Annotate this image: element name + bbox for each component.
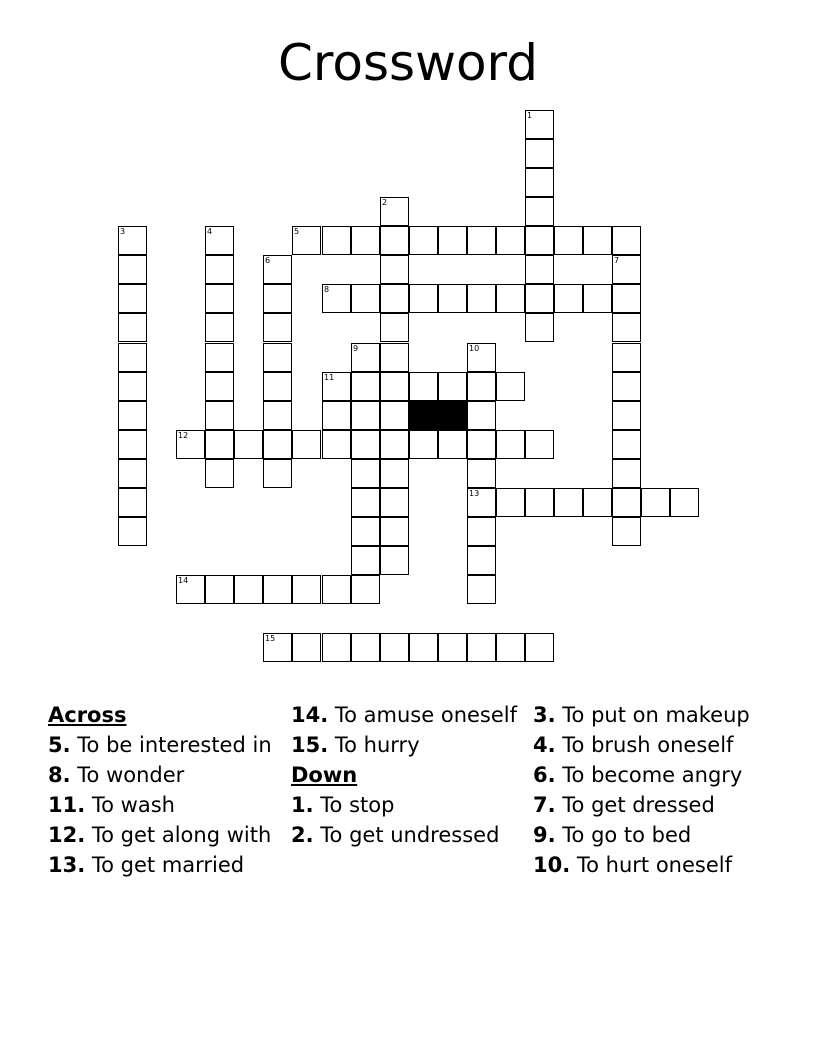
grid-cell[interactable]	[496, 488, 525, 517]
grid-cell[interactable]	[525, 226, 554, 255]
black-square	[409, 401, 438, 430]
grid-cell[interactable]	[351, 226, 380, 255]
grid-cell[interactable]	[496, 372, 525, 401]
grid-cell[interactable]	[467, 343, 496, 372]
grid-cell[interactable]	[205, 430, 234, 459]
grid-cell[interactable]	[612, 372, 641, 401]
grid-cell[interactable]	[380, 343, 409, 372]
grid-cell[interactable]	[263, 284, 292, 313]
grid-cell[interactable]	[205, 343, 234, 372]
clue-down-9[interactable]	[533, 823, 793, 848]
clue-down-10[interactable]	[533, 853, 793, 878]
grid-cell[interactable]	[467, 226, 496, 255]
clue-number: 10.	[533, 853, 571, 877]
grid-cell[interactable]	[322, 284, 351, 313]
grid-cell[interactable]	[118, 488, 147, 517]
clue-across-5[interactable]	[48, 733, 278, 758]
grid-cell[interactable]	[467, 575, 496, 604]
clue-text: To brush oneself	[562, 733, 734, 757]
clue-text: To put on makeup	[562, 703, 750, 727]
clue-number: 12.	[48, 823, 86, 847]
grid-cell[interactable]	[292, 226, 321, 255]
clue-text: To get married	[91, 853, 245, 877]
grid-cell[interactable]	[612, 517, 641, 546]
grid-cell[interactable]	[234, 575, 263, 604]
grid-cell[interactable]	[205, 313, 234, 342]
clue-text: To get dressed	[562, 793, 715, 817]
clue-text: To get undressed	[320, 823, 500, 847]
grid-cell[interactable]	[554, 226, 583, 255]
grid-cell[interactable]	[409, 430, 438, 459]
grid-cell[interactable]	[438, 372, 467, 401]
grid-cell[interactable]	[409, 226, 438, 255]
grid-cell[interactable]	[292, 633, 321, 662]
clue-text: To become angry	[562, 763, 743, 787]
grid-cell[interactable]	[351, 401, 380, 430]
grid-cell[interactable]	[263, 255, 292, 284]
clue-number: 9.	[533, 823, 556, 847]
grid-cell[interactable]	[322, 633, 351, 662]
clue-number-label: 8	[324, 285, 330, 294]
grid-cell[interactable]	[263, 401, 292, 430]
clue-number: 2.	[291, 823, 314, 847]
grid-cell[interactable]	[467, 372, 496, 401]
grid-cell[interactable]	[292, 575, 321, 604]
grid-cell[interactable]	[176, 430, 205, 459]
grid-cell[interactable]	[496, 633, 525, 662]
grid-cell[interactable]	[525, 197, 554, 226]
clue-text: To stop	[320, 793, 395, 817]
grid-cell[interactable]	[205, 401, 234, 430]
grid-cell[interactable]	[467, 633, 496, 662]
grid-cell[interactable]	[641, 488, 670, 517]
grid-cell[interactable]	[554, 284, 583, 313]
grid-cell[interactable]	[409, 284, 438, 313]
clue-column-2	[291, 703, 521, 853]
clue-across-12[interactable]	[48, 823, 278, 848]
clue-number: 13.	[48, 853, 86, 877]
grid-cell[interactable]	[205, 372, 234, 401]
grid-cell[interactable]	[380, 459, 409, 488]
clue-down-7[interactable]	[533, 793, 793, 818]
clue-column-3	[533, 703, 793, 883]
grid-cell[interactable]	[409, 372, 438, 401]
grid-cell[interactable]	[583, 284, 612, 313]
clue-number: 3.	[533, 703, 556, 727]
grid-cell[interactable]	[205, 284, 234, 313]
clue-number: 4.	[533, 733, 556, 757]
grid-cell[interactable]	[467, 488, 496, 517]
grid-cell[interactable]	[118, 255, 147, 284]
grid-cell[interactable]	[118, 284, 147, 313]
grid-cell[interactable]	[612, 284, 641, 313]
grid-cell[interactable]	[467, 284, 496, 313]
grid-cell[interactable]	[380, 401, 409, 430]
grid-cell[interactable]	[525, 139, 554, 168]
grid-cell[interactable]	[263, 343, 292, 372]
grid-cell[interactable]	[525, 488, 554, 517]
grid-cell[interactable]	[351, 488, 380, 517]
grid-cell[interactable]	[205, 459, 234, 488]
grid-cell[interactable]	[205, 575, 234, 604]
grid-cell[interactable]	[118, 343, 147, 372]
clue-number: 5.	[48, 733, 71, 757]
grid-cell[interactable]	[467, 459, 496, 488]
across-heading: Across	[48, 703, 127, 727]
grid-cell[interactable]	[554, 488, 583, 517]
clue-number: 1.	[291, 793, 314, 817]
clue-text: To hurry	[334, 733, 420, 757]
grid-cell[interactable]	[351, 459, 380, 488]
grid-cell[interactable]	[380, 255, 409, 284]
grid-cell[interactable]	[496, 430, 525, 459]
grid-cell[interactable]	[612, 343, 641, 372]
grid-cell[interactable]	[351, 517, 380, 546]
grid-cell[interactable]	[176, 575, 205, 604]
grid-cell[interactable]	[351, 546, 380, 575]
clue-text: To be interested in	[77, 733, 272, 757]
grid-cell[interactable]	[612, 313, 641, 342]
clue-number-label: 7	[614, 256, 620, 265]
grid-cell[interactable]	[380, 284, 409, 313]
grid-cell[interactable]	[380, 488, 409, 517]
grid-cell[interactable]	[118, 226, 147, 255]
grid-cell[interactable]	[263, 633, 292, 662]
grid-cell[interactable]	[380, 430, 409, 459]
grid-cell[interactable]	[467, 430, 496, 459]
grid-cell[interactable]	[496, 226, 525, 255]
grid-cell[interactable]	[351, 575, 380, 604]
grid-cell[interactable]	[409, 633, 438, 662]
page-title: Crossword	[278, 34, 538, 92]
grid-cell[interactable]	[583, 226, 612, 255]
grid-cell[interactable]	[263, 372, 292, 401]
grid-cell[interactable]	[612, 226, 641, 255]
grid-cell[interactable]	[351, 343, 380, 372]
clue-text: To wonder	[77, 763, 185, 787]
clue-number-label: 3	[120, 227, 126, 236]
grid-cell[interactable]	[380, 197, 409, 226]
grid-cell[interactable]	[322, 372, 351, 401]
grid-cell[interactable]	[322, 226, 351, 255]
clue-down-4[interactable]	[533, 733, 793, 758]
clue-across-14[interactable]	[291, 703, 521, 728]
grid-cell[interactable]	[612, 488, 641, 517]
clue-across-8[interactable]	[48, 763, 278, 788]
grid-cell[interactable]	[612, 430, 641, 459]
grid-cell[interactable]	[467, 517, 496, 546]
clue-number: 6.	[533, 763, 556, 787]
grid-cell[interactable]	[438, 633, 467, 662]
grid-cell[interactable]	[205, 226, 234, 255]
grid-cell[interactable]	[438, 430, 467, 459]
grid-cell[interactable]	[525, 633, 554, 662]
clue-number: 11.	[48, 793, 86, 817]
grid-cell[interactable]	[118, 517, 147, 546]
grid-cell[interactable]	[263, 313, 292, 342]
grid-cell[interactable]	[380, 226, 409, 255]
grid-cell[interactable]	[322, 401, 351, 430]
clue-number-label: 9	[353, 344, 359, 353]
down-heading: Down	[291, 763, 358, 787]
clue-text: To get along with	[91, 823, 272, 847]
clue-column-1	[48, 703, 278, 883]
grid-cell[interactable]	[525, 313, 554, 342]
grid-cell[interactable]	[467, 546, 496, 575]
grid-cell[interactable]	[351, 633, 380, 662]
clue-number-label: 2	[382, 198, 388, 207]
clue-number-label: 14	[178, 576, 189, 585]
grid-cell[interactable]	[496, 284, 525, 313]
grid-cell[interactable]	[351, 430, 380, 459]
grid-cell[interactable]	[322, 430, 351, 459]
grid-cell[interactable]	[118, 313, 147, 342]
grid-cell[interactable]	[263, 575, 292, 604]
clue-down-1[interactable]	[291, 793, 521, 818]
clue-number-label: 15	[265, 634, 276, 643]
clue-number: 8.	[48, 763, 71, 787]
clue-text: To hurt oneself	[576, 853, 733, 877]
grid-cell[interactable]	[670, 488, 699, 517]
clue-text: To wash	[91, 793, 175, 817]
clue-number: 14.	[291, 703, 329, 727]
clue-number: 15.	[291, 733, 329, 757]
grid-cell[interactable]	[118, 401, 147, 430]
clue-number: 7.	[533, 793, 556, 817]
grid-cell[interactable]	[380, 546, 409, 575]
clue-number-label: 10	[469, 344, 480, 353]
clue-number-label: 12	[178, 431, 189, 440]
clue-number-label: 4	[207, 227, 213, 236]
clue-text: To go to bed	[562, 823, 692, 847]
clue-across-11[interactable]	[48, 793, 278, 818]
clue-down-3[interactable]	[533, 703, 793, 728]
grid-cell[interactable]	[322, 575, 351, 604]
clue-across-15[interactable]	[291, 733, 521, 758]
grid-cell[interactable]	[351, 284, 380, 313]
grid-cell[interactable]	[118, 372, 147, 401]
grid-cell[interactable]	[525, 168, 554, 197]
grid-cell[interactable]	[118, 459, 147, 488]
clue-number-label: 13	[469, 489, 480, 498]
grid-cell[interactable]	[583, 488, 612, 517]
grid-cell[interactable]	[612, 459, 641, 488]
clue-text: To amuse oneself	[334, 703, 518, 727]
grid-cell[interactable]	[263, 430, 292, 459]
grid-cell[interactable]	[438, 226, 467, 255]
clue-number-label: 11	[324, 373, 335, 382]
grid-cell[interactable]	[525, 255, 554, 284]
grid-cell[interactable]	[351, 372, 380, 401]
grid-cell[interactable]	[234, 430, 263, 459]
black-square	[438, 401, 467, 430]
grid-cell[interactable]	[525, 284, 554, 313]
grid-cell[interactable]	[380, 517, 409, 546]
grid-cell[interactable]	[438, 284, 467, 313]
clue-across-13[interactable]	[48, 853, 278, 878]
grid-cell[interactable]	[380, 372, 409, 401]
grid-cell[interactable]	[467, 401, 496, 430]
clue-down-2[interactable]	[291, 823, 521, 848]
grid-cell[interactable]	[205, 255, 234, 284]
grid-cell[interactable]	[525, 110, 554, 139]
grid-cell[interactable]	[525, 430, 554, 459]
grid-cell[interactable]	[612, 401, 641, 430]
grid-cell[interactable]	[118, 430, 147, 459]
grid-cell[interactable]	[380, 313, 409, 342]
grid-cell[interactable]	[263, 459, 292, 488]
clue-number-label: 1	[527, 111, 533, 120]
clue-down-6[interactable]	[533, 763, 793, 788]
grid-cell[interactable]	[612, 255, 641, 284]
grid-cell[interactable]	[292, 430, 321, 459]
grid-cell[interactable]	[380, 633, 409, 662]
clue-number-label: 6	[265, 256, 271, 265]
clue-number-label: 5	[294, 227, 300, 236]
